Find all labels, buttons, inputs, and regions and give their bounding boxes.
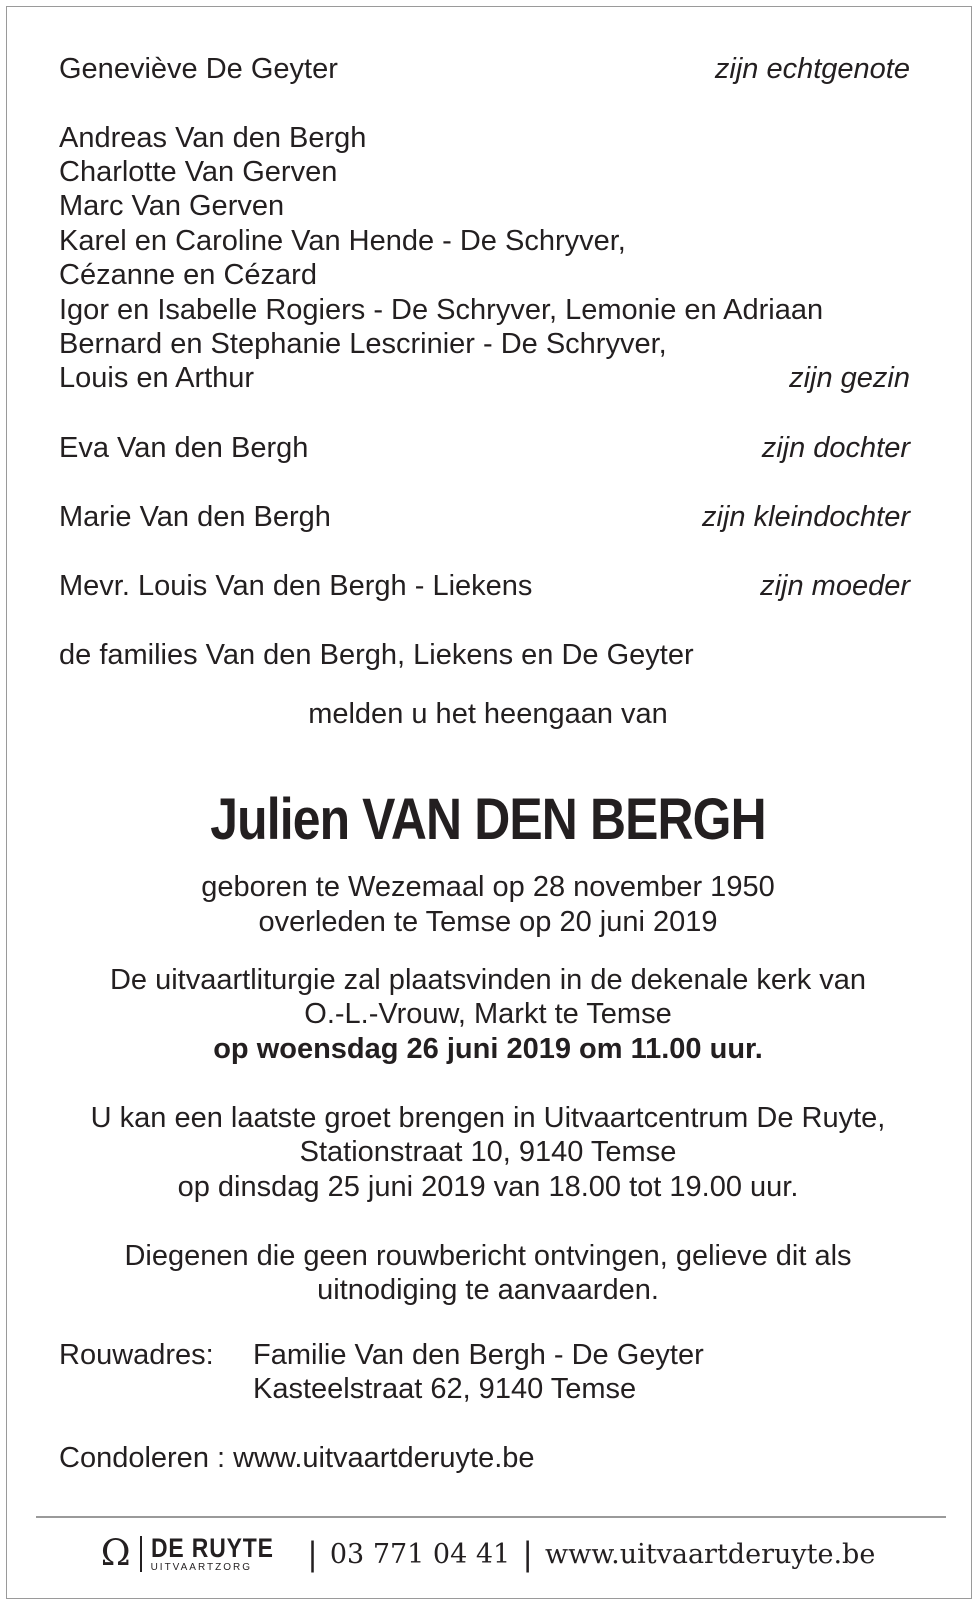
funeral-line: De uitvaartliturgie zal plaatsvinden in de dekenale kerk van	[109, 964, 867, 996]
household-line: Louis en Arthur	[59, 362, 255, 394]
spouse-name: Geneviève De Geyter	[59, 53, 338, 85]
granddaughter-relation: zijn kleindochter	[702, 501, 910, 533]
birth-line: geboren te Wezemaal op 28 november 1950	[201, 871, 775, 903]
deceased-name: Julien VAN DEN BERGH	[210, 787, 766, 852]
granddaughter-name: Marie Van den Bergh	[59, 501, 331, 533]
brand-name: DE RUYTE	[150, 1533, 274, 1563]
household-line: Cézanne en Cézard	[59, 259, 317, 291]
notice-line: uitnodiging te aanvaarden.	[317, 1274, 659, 1306]
footer-phone: 03 771 04 41	[329, 1538, 511, 1570]
notice-line: Diegenen die geen rouwbericht ontvingen, gelieve dit als	[124, 1240, 852, 1272]
address-line: Familie Van den Bergh - De Geyter	[253, 1339, 704, 1371]
spouse-relation: zijn echtgenote	[714, 53, 910, 85]
footer-separator: |	[522, 1535, 534, 1573]
footer-website: www.uitvaartderuyte.be	[545, 1538, 876, 1570]
household-line: Karel en Caroline Van Hende - De Schryver,	[59, 225, 626, 257]
household-relation: zijn gezin	[789, 362, 910, 394]
funeral-line: O.-L.-Vrouw, Markt te Temse	[304, 998, 672, 1030]
mother-name: Mevr. Louis Van den Bergh - Liekens	[59, 570, 533, 602]
household-line: Bernard en Stephanie Lescrinier - De Schryver,	[59, 328, 667, 360]
condolences-line: Condoleren : www.uitvaartderuyte.be	[59, 1442, 535, 1474]
omega-logo-icon: Ω	[100, 1533, 131, 1574]
visitation-line: U kan een laatste groet brengen in Uitvaartcentrum De Ruyte,	[90, 1102, 886, 1134]
footer-separator: |	[307, 1535, 318, 1573]
logo-divider	[140, 1536, 142, 1572]
footer-bar	[0, 1531, 976, 1577]
daughter-relation: zijn dochter	[761, 432, 910, 464]
footer-divider	[36, 1516, 946, 1518]
brand-logo	[151, 1534, 296, 1574]
daughter-name: Eva Van den Bergh	[59, 432, 309, 464]
visitation-line: Stationstraat 10, 9140 Temse	[299, 1136, 677, 1168]
household-line: Igor en Isabelle Rogiers - De Schryver, Lemonie en Adriaan	[59, 294, 824, 326]
address-label: Rouwadres:	[59, 1339, 214, 1371]
visitation-line: op dinsdag 25 juni 2019 van 18.00 tot 19.00 uur.	[177, 1171, 799, 1203]
funeral-datetime: op woensdag 26 juni 2019 om 11.00 uur.	[213, 1033, 763, 1065]
death-line: overleden te Temse op 20 juni 2019	[258, 906, 718, 938]
household-line: Charlotte Van Gerven	[59, 156, 338, 188]
announcement: melden u het heengaan van	[308, 698, 668, 730]
household-line: Marc Van Gerven	[59, 190, 285, 222]
address-line: Kasteelstraat 62, 9140 Temse	[253, 1373, 637, 1405]
mother-relation: zijn moeder	[760, 570, 910, 602]
families-line: de families Van den Bergh, Liekens en De Geyter	[59, 639, 694, 671]
brand-subtitle: UITVAARTZORG	[150, 1562, 252, 1573]
household-line: Andreas Van den Bergh	[59, 122, 367, 154]
